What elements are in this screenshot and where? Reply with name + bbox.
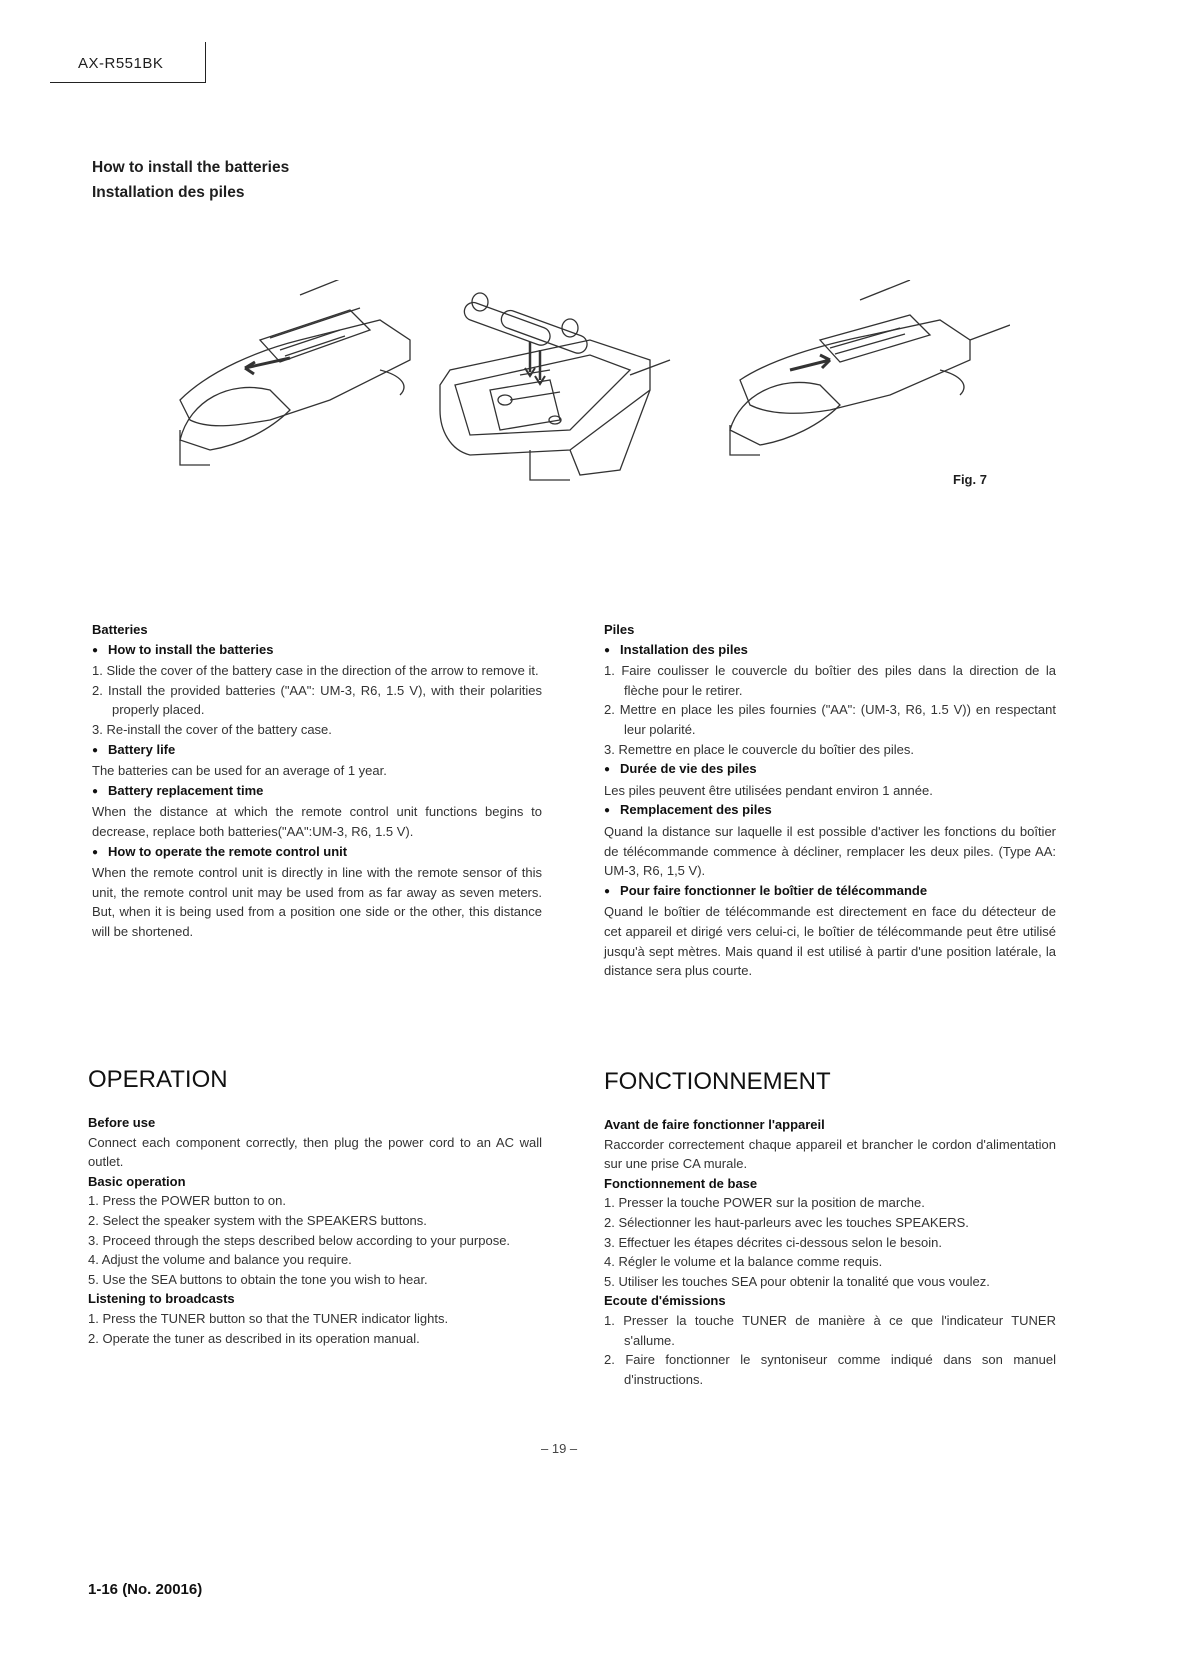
basic-step-4-en: 4. Adjust the volume and balance you require.: [88, 1252, 352, 1268]
operate-remote-heading-fr: ● Pour faire fonctionner le boîtier de télécommande: [604, 881, 1056, 903]
batteries-section-en: [92, 620, 542, 942]
replacement-text-fr: Quand la distance sur laquelle il est possible d'activer les fonctions du boîtier de télécommande commence à décliner, remplacer les deux piles. (Type AA: UM-3, R6, 1,5 V).: [604, 823, 1056, 879]
operation-title-fr: FONCTIONNEMENT: [604, 1068, 831, 1095]
operate-remote-heading-en: ● How to operate the remote control unit: [92, 842, 542, 864]
before-use-text-en: Connect each component correctly, then plug the power cord to an AC wall outlet.: [88, 1134, 542, 1170]
battery-life-heading-fr: ● Durée de vie des piles: [604, 759, 1056, 781]
basic-step-3-fr: 3. Effectuer les étapes décrites ci-dessous selon le besoin.: [604, 1234, 942, 1250]
install-step-2-fr: 2. Mettre en place les piles fournies ("AA": (UM-3, R6, 1.5 V)) en respectant leur polarité.: [604, 702, 1056, 737]
batteries-heading-fr: Piles: [604, 622, 635, 637]
basic-step-5-en: 5. Use the SEA buttons to obtain the tone you wish to hear.: [88, 1271, 428, 1287]
batteries-section-fr: [604, 620, 1056, 981]
install-step-1-en: 1. Slide the cover of the battery case in the direction of the arrow to remove it.: [92, 663, 539, 679]
install-step-3-fr: 3. Remettre en place le couvercle du boîtier des piles.: [604, 741, 915, 757]
operate-remote-text-fr: Quand le boîtier de télécommande est directement en face du détecteur de cet appareil et dirigé vers celui-ci, le boîtier de télécommande peut être utilisé jusqu'à sept mètres. Mais quand il est utilisé à partir d'une position latérale, la distance sera plus courte.: [604, 904, 1056, 979]
install-step-3-en: 3. Re-install the cover of the battery case.: [92, 721, 332, 737]
batteries-heading-en: Batteries: [92, 622, 148, 637]
basic-step-2-en: 2. Select the speaker system with the SPEAKERS buttons.: [88, 1212, 427, 1228]
before-use-heading-fr: Avant de faire fonctionner l'appareil: [604, 1117, 825, 1132]
before-use-text-fr: Raccorder correctement chaque appareil et brancher le cordon d'alimentation sur une prise CA murale.: [604, 1136, 1056, 1172]
install-heading-fr: ● Installation des piles: [604, 640, 1056, 662]
install-heading-en: ● How to install the batteries: [92, 640, 542, 662]
replacement-text-en: When the distance at which the remote control unit functions begins to decrease, replace both batteries("AA":UM-3, R6, 1.5 V).: [92, 804, 542, 839]
model-number: AX-R551BK: [78, 55, 164, 72]
battery-life-heading-en: ● Battery life: [92, 740, 542, 762]
title-fr: Installation des piles: [92, 184, 245, 201]
page-number: – 19 –: [541, 1441, 578, 1456]
listening-step-1-fr: 1. Presser la touche TUNER de manière à ce que l'indicateur TUNER s'allume.: [604, 1312, 1056, 1348]
operation-title-en: OPERATION: [88, 1066, 228, 1093]
basic-step-5-fr: 5. Utiliser les touches SEA pour obtenir la tonalité que vous voulez.: [604, 1273, 990, 1289]
title-en: How to install the batteries: [92, 159, 290, 176]
operate-remote-text-en: When the remote control unit is directly in line with the remote sensor of this unit, the remote control unit may be used from as far away as seven meters. But, when it is being used from a position one side or the other, this distance will be shortened.: [92, 865, 542, 939]
remote-open-cover-drawing: [180, 280, 410, 465]
basic-operation-heading-en: Basic operation: [88, 1173, 186, 1189]
battery-life-text-en: The batteries can be used for an average of 1 year.: [92, 763, 387, 779]
remote-close-cover-drawing: [730, 280, 1010, 455]
remote-battery-insert-drawing: [440, 293, 670, 480]
replacement-heading-fr: ● Remplacement des piles: [604, 800, 1056, 822]
basic-step-1-en: 1. Press the POWER button to on.: [88, 1193, 286, 1209]
basic-step-4-fr: 4. Régler le volume et la balance comme requis.: [604, 1254, 883, 1270]
replacement-heading-en: ● Battery replacement time: [92, 781, 542, 803]
header-rule-vertical: [205, 42, 206, 82]
battery-life-text-fr: Les piles peuvent être utilisées pendant environ 1 année.: [604, 782, 933, 798]
install-step-1-fr: 1. Faire coulisser le couvercle du boîtier des piles dans la direction de la flèche pour le retirer.: [604, 663, 1056, 698]
before-use-heading-en: Before use: [88, 1115, 156, 1130]
listening-step-1-en: 1. Press the TUNER button so that the TUNER indicator lights.: [88, 1310, 449, 1326]
operation-section-en: [88, 1113, 542, 1348]
listening-step-2-fr: 2. Faire fonctionner le syntoniseur comme indiqué dans son manuel d'instructions.: [604, 1352, 1056, 1387]
basic-operation-heading-fr: Fonctionnement de base: [604, 1175, 758, 1191]
figure-label: Fig. 7: [953, 472, 987, 487]
listening-step-2-en: 2. Operate the tuner as described in its operation manual.: [88, 1330, 420, 1346]
basic-step-3-en: 3. Proceed through the steps described below according to your purpose.: [88, 1232, 511, 1248]
battery-install-illustration: [150, 280, 1010, 500]
operation-section-fr: [604, 1115, 1056, 1389]
basic-step-2-fr: 2. Sélectionner les haut-parleurs avec les touches SPEAKERS.: [604, 1214, 969, 1230]
listening-heading-fr: Ecoute d'émissions: [604, 1293, 726, 1309]
install-step-2-en: 2. Install the provided batteries ("AA": UM-3, R6, 1.5 V), with their polarities properly placed.: [92, 682, 542, 718]
header-rule: [50, 82, 206, 83]
footer-reference: 1-16 (No. 20016): [88, 1581, 203, 1598]
listening-heading-en: Listening to broadcasts: [88, 1291, 235, 1307]
basic-step-1-fr: 1. Presser la touche POWER sur la position de marche.: [604, 1195, 925, 1211]
